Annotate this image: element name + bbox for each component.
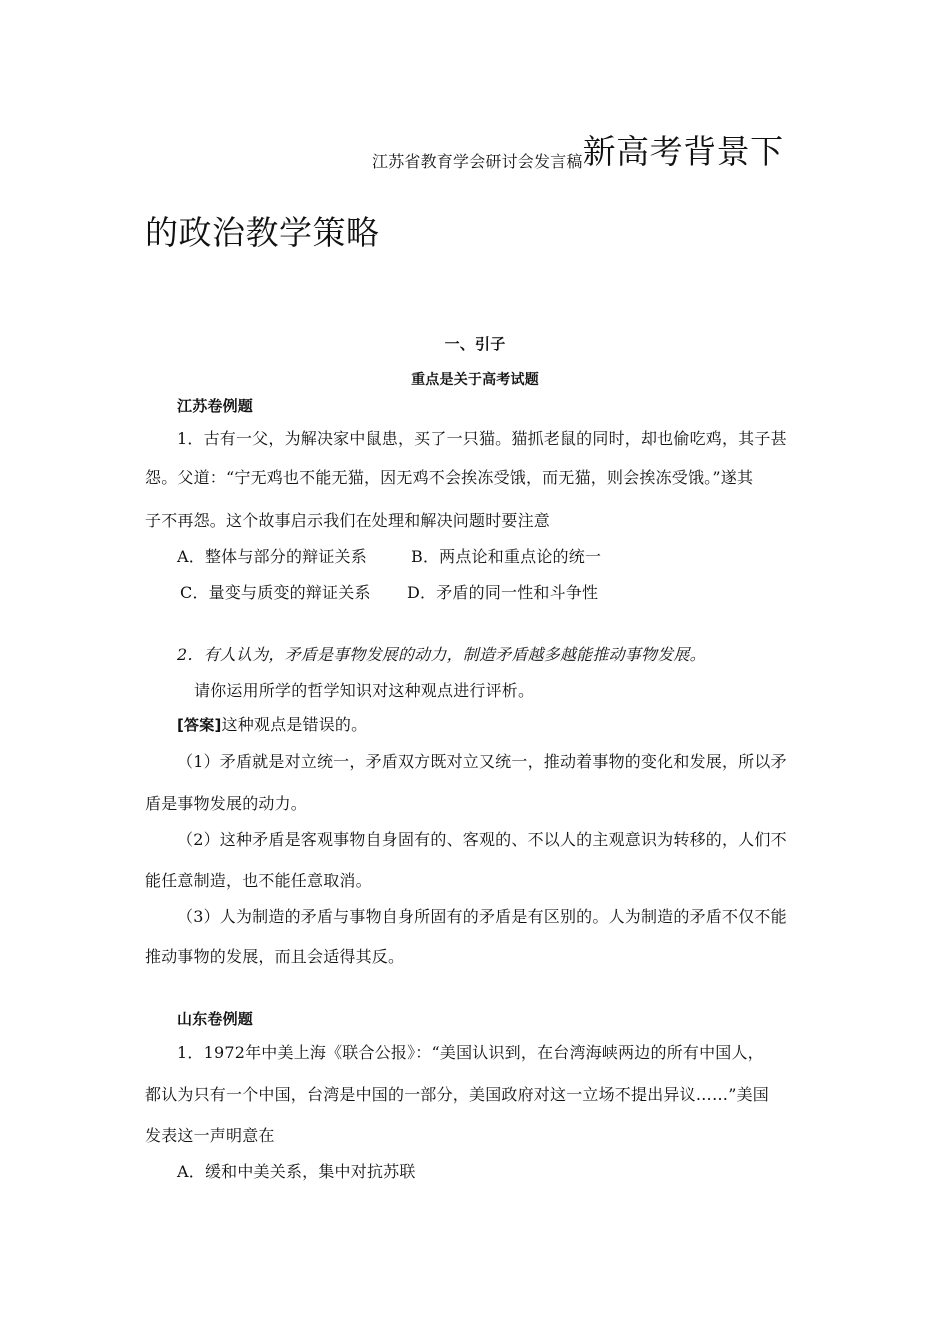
jiangsu-q1-options-row-1 <box>177 547 601 567</box>
answer-point-2-line-2: 能任意制造，也不能任意取消。 <box>145 871 372 890</box>
shandong-q1-option-a: A．缓和中美关系，集中对抗苏联 <box>177 1162 416 1181</box>
jiangsu-q2-line-2: 请你运用所学的哲学知识对这种观点进行评析。 <box>194 681 535 700</box>
answer-point-3-line-1: （3）人为制造的矛盾与事物自身所固有的矛盾是有区别的。人为制造的矛盾不仅不能 <box>177 907 787 926</box>
document-title-part-1: 新高考背景下 <box>582 132 784 171</box>
answer-point-1-line-1: （1）矛盾就是对立统一，矛盾双方既对立又统一，推动着事物的变化和发展，所以矛 <box>177 752 787 771</box>
shandong-q1-line-3: 发表这一声明意在 <box>145 1126 275 1145</box>
shandong-q1-line-1: 1．1972年中美上海《联合公报》：“美国认识到，在台湾海峡两边的所有中国人， <box>177 1043 764 1062</box>
option-c: C．量变与质变的辩证关系 <box>180 583 371 602</box>
document-subtitle: 江苏省教育学会研讨会发言稿 <box>372 152 583 171</box>
shandong-heading: 山东卷例题 <box>177 1010 254 1028</box>
jiangsu-q1-line-1: 1．古有一父，为解决家中鼠患，买了一只猫。猫抓老鼠的同时，却也偷吃鸡，其子甚 <box>177 429 787 448</box>
jiangsu-heading: 江苏卷例题 <box>177 397 254 415</box>
jiangsu-q1-line-2: 怨。父道：“宁无鸡也不能无猫，因无鸡不会挨冻受饿，而无猫，则会挨冻受饿。”遂其 <box>145 468 754 487</box>
option-d: D．矛盾的同一性和斗争性 <box>407 583 599 602</box>
answer-line <box>177 715 367 735</box>
jiangsu-q2-line-1: 2．有人认为，矛盾是事物发展的动力，制造矛盾越多越能推动事物发展。 <box>177 645 706 664</box>
answer-point-3-line-2: 推动事物的发展，而且会适得其反。 <box>145 947 405 966</box>
answer-point-2-line-1: （2）这种矛盾是客观事物自身固有的、客观的、不以人的主观意识为转移的，人们不 <box>177 830 787 849</box>
option-a: A．整体与部分的辩证关系 <box>177 547 367 566</box>
jiangsu-q1-line-3: 子不再怨。这个故事启示我们在处理和解决问题时要注意 <box>145 511 551 530</box>
focus-line: 重点是关于高考试题 <box>411 372 539 388</box>
answer-label: [答案] <box>177 716 222 734</box>
answer-text: 这种观点是错误的。 <box>221 715 368 734</box>
option-b: B．两点论和重点论的统一 <box>411 547 602 566</box>
answer-point-1-line-2: 盾是事物发展的动力。 <box>145 794 308 813</box>
document-title-part-2: 的政治教学策略 <box>145 213 380 252</box>
shandong-q1-line-2: 都认为只有一个中国，台湾是中国的一部分，美国政府对这一立场不提出异议……”美国 <box>145 1085 769 1104</box>
jiangsu-q1-options-row-2 <box>180 583 598 603</box>
section-title: 一、引子 <box>444 335 506 353</box>
title-line-1 <box>372 132 784 172</box>
